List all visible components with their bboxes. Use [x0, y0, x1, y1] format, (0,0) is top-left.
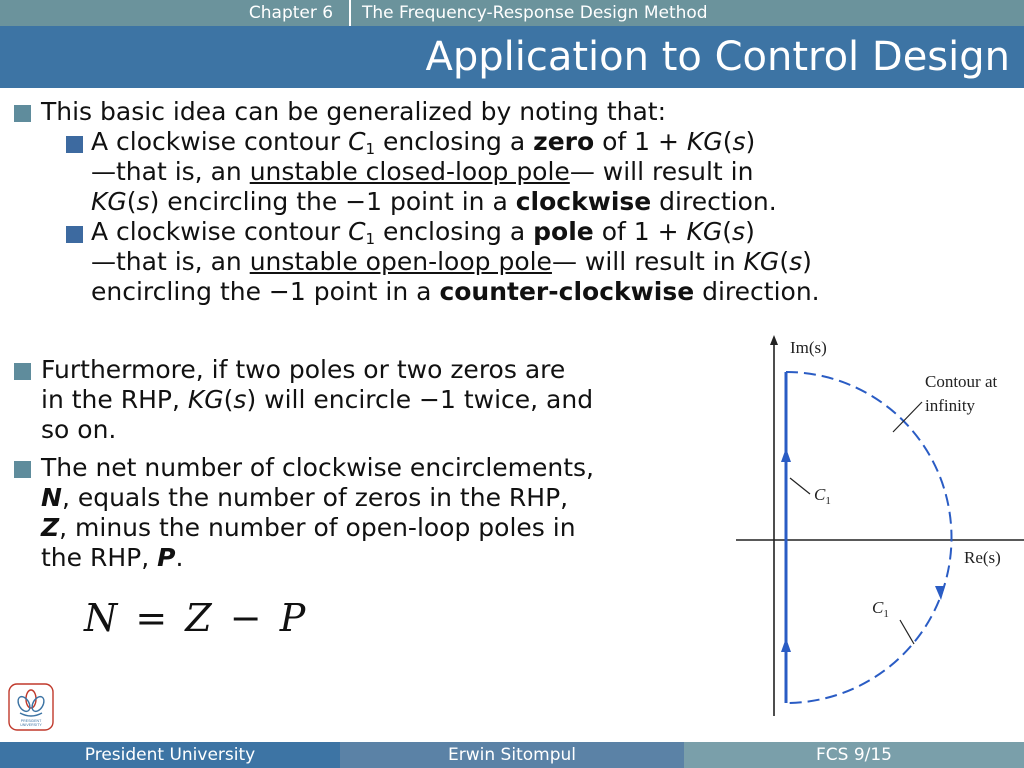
sub-bullet-pole-text: A clockwise contour $C_1$ enclosing a pole of 1 + KG(s) —that is, an unstable open-loop pole— will result in KG(s) encircling the −1 point in a counter-clockwise direction. — [91, 217, 820, 306]
encirclement-formula: N = Z − P — [84, 596, 306, 640]
leader-line-c1-lower — [900, 620, 914, 644]
bullet-marker — [14, 363, 31, 380]
subject-label: The Frequency-Response Design Method — [362, 3, 708, 23]
chapter-label: Chapter 6 — [248, 3, 334, 23]
footer-author: Erwin Sitompul — [340, 742, 684, 768]
contour-diagram — [730, 330, 1024, 726]
leader-line-contour — [893, 402, 922, 432]
contour-direction-arrow-up — [781, 448, 791, 462]
leader-line-c1-upper — [790, 478, 810, 494]
bullet-text-generalized: This basic idea can be generalized by noting that: — [41, 97, 667, 126]
contour-at-infinity-label: Contour at infinity — [925, 372, 998, 415]
university-logo — [8, 683, 54, 731]
contour-at-infinity — [786, 372, 952, 703]
slide-title: Application to Control Design — [425, 34, 1010, 80]
footer-page-number: FCS 9/15 — [684, 742, 1024, 768]
sub-bullet-marker — [66, 136, 83, 153]
sub-bullet-marker — [66, 226, 83, 243]
bullet-marker — [14, 461, 31, 478]
contour-direction-arrow-down — [935, 586, 945, 600]
bullet-text-net-encirclements: The net number of clockwise encirclements, N, equals the number of zeros in the RHP, Z, minus the number of open-loop poles in the RHP, P. — [41, 453, 595, 572]
bullet-text-two-poles: Furthermore, if two poles or two zeros are in the RHP, KG(s) will encircle −1 twice, and so on. — [41, 355, 594, 444]
c1-upper-label: $C_1$ — [814, 485, 831, 507]
svg-text:PRESIDENT: PRESIDENT — [20, 719, 42, 723]
bullet-marker — [14, 105, 31, 122]
c1-lower-label: $C_1$ — [872, 598, 889, 620]
real-axis-label: Re(s) — [964, 548, 1001, 567]
sub-bullet-zero-text: A clockwise contour $C_1$ enclosing a zero of 1 + KG(s) —that is, an unstable closed-loop pole— will result in KG(s) encircling the −1 point in a clockwise direction. — [91, 127, 777, 216]
footer-institution: President University — [0, 742, 340, 768]
logo-emblem-icon — [8, 683, 54, 731]
svg-text:UNIVERSITY: UNIVERSITY — [20, 723, 42, 727]
contour-direction-arrow-up — [781, 638, 791, 652]
imaginary-axis-label: Im(s) — [790, 338, 827, 357]
